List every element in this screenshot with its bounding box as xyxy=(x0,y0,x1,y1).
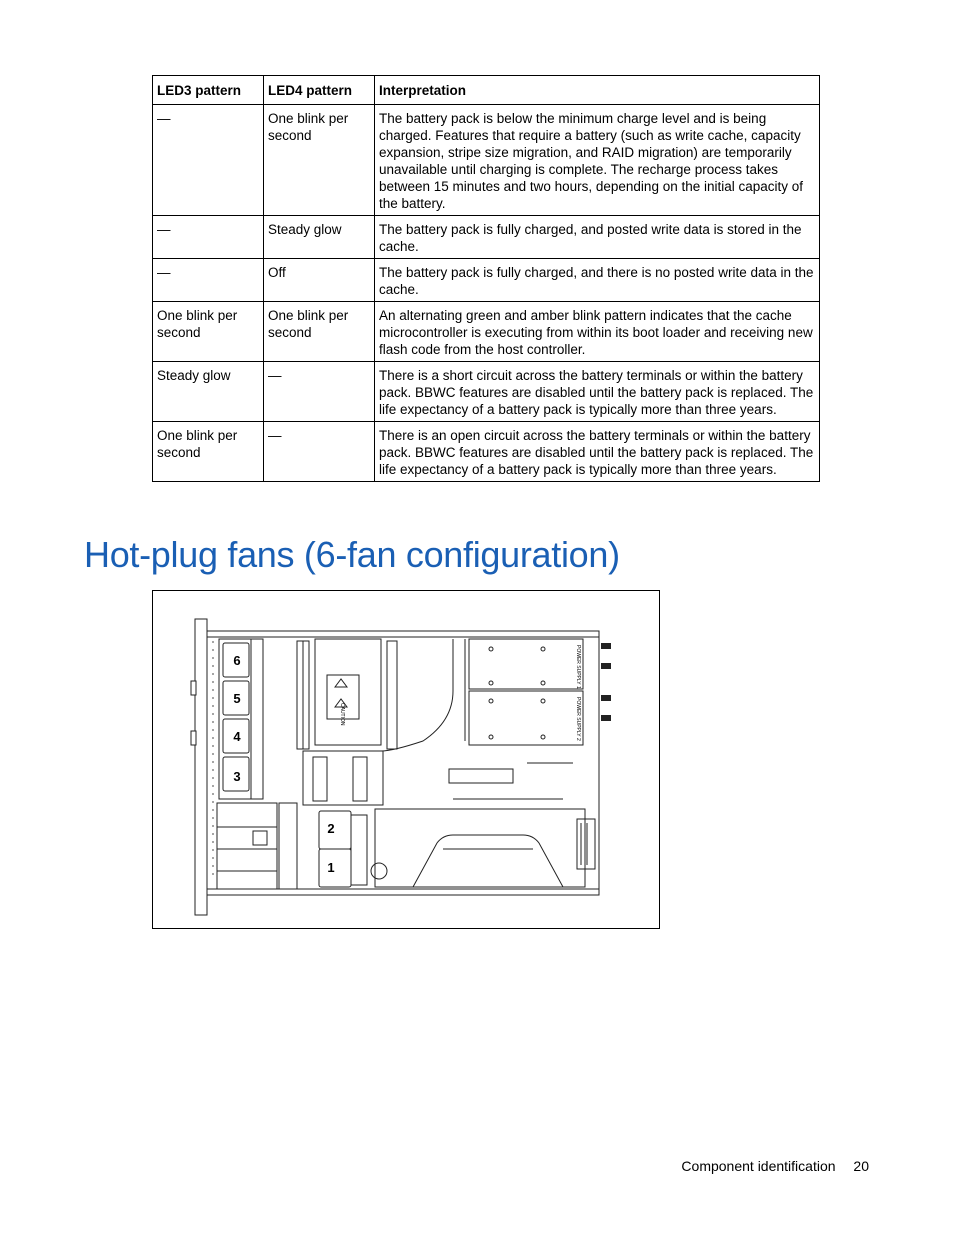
header-led3: LED3 pattern xyxy=(153,76,264,105)
table-header-row xyxy=(153,76,820,105)
header-interpretation: Interpretation xyxy=(375,76,820,105)
section-title: Hot-plug fans (6-fan configuration) xyxy=(84,534,620,575)
caution-label: CAUTION xyxy=(339,703,345,726)
led4-cell: Off xyxy=(264,259,375,302)
led4-cell: — xyxy=(264,422,375,482)
led3-cell: Steady glow xyxy=(153,362,264,422)
fan-label-3: 3 xyxy=(233,769,241,784)
interpretation-cell: There is an open circuit across the battery terminals or within the battery pack. BBWC features are disabled until the battery pack is replaced. The life expectancy of a battery pack is typically more than three years. xyxy=(375,422,820,482)
fan-label-5: 5 xyxy=(233,691,241,706)
interpretation-cell: There is a short circuit across the battery terminals or within the battery pack. BBWC features are disabled until the battery pack is replaced. The life expectancy of a battery pack is typically more than three years. xyxy=(375,362,820,422)
interpretation-cell: An alternating green and amber blink pattern indicates that the cache microcontroller is executing from within its boot loader and receiving new flash code from the host controller. xyxy=(375,302,820,362)
drive-cage xyxy=(217,803,277,889)
led3-cell: — xyxy=(153,259,264,302)
table-row xyxy=(153,362,820,422)
psu-label-2: POWER SUPPLY 2 xyxy=(575,697,581,741)
table-row xyxy=(153,302,820,362)
power-supply-2 xyxy=(469,691,583,745)
psu-label-1: POWER SUPPLY 1 xyxy=(575,645,581,689)
footer-section: Component identification xyxy=(681,1158,836,1174)
table-row xyxy=(153,259,820,302)
page-number: 20 xyxy=(853,1158,869,1174)
led4-cell: One blink per second xyxy=(264,302,375,362)
led4-cell: Steady glow xyxy=(264,216,375,259)
server-fan-diagram xyxy=(152,590,660,929)
interpretation-cell: The battery pack is below the minimum charge level and is being charged. Features that require a battery (such as write cache, capacity expansion, stripe size migration, and RAID migration) are temporarily unavailable until charging is complete. The recharge process takes between 15 minutes and two hours, depending on the initial capacity of the battery. xyxy=(375,105,820,216)
air-baffle xyxy=(381,639,453,751)
interpretation-cell: The battery pack is fully charged, and posted write data is stored in the cache. xyxy=(375,216,820,259)
led3-cell: — xyxy=(153,105,264,216)
fan-1 xyxy=(319,849,351,887)
led3-cell: One blink per second xyxy=(153,302,264,362)
fan-2 xyxy=(319,811,351,849)
led3-cell: — xyxy=(153,216,264,259)
interpretation-cell: The battery pack is fully charged, and there is no posted write data in the cache. xyxy=(375,259,820,302)
dimm-slots xyxy=(297,641,397,749)
fan-label-1: 1 xyxy=(327,860,335,875)
led4-cell: One blink per second xyxy=(264,105,375,216)
front-bezel xyxy=(195,619,207,915)
fan-label-2: 2 xyxy=(327,821,335,836)
led-pattern-table xyxy=(152,75,820,482)
server-chassis-drawing xyxy=(153,591,659,928)
power-supply-1 xyxy=(469,639,583,689)
fan-label-4: 4 xyxy=(233,729,241,744)
led4-cell: — xyxy=(264,362,375,422)
table-row xyxy=(153,216,820,259)
header-led4: LED4 pattern xyxy=(264,76,375,105)
processor-heatsink xyxy=(315,639,381,745)
table-row xyxy=(153,422,820,482)
page-footer xyxy=(681,1158,869,1174)
led3-cell: One blink per second xyxy=(153,422,264,482)
table-row xyxy=(153,105,820,216)
fan-label-6: 6 xyxy=(233,653,241,668)
pci-riser-cage xyxy=(375,809,585,887)
